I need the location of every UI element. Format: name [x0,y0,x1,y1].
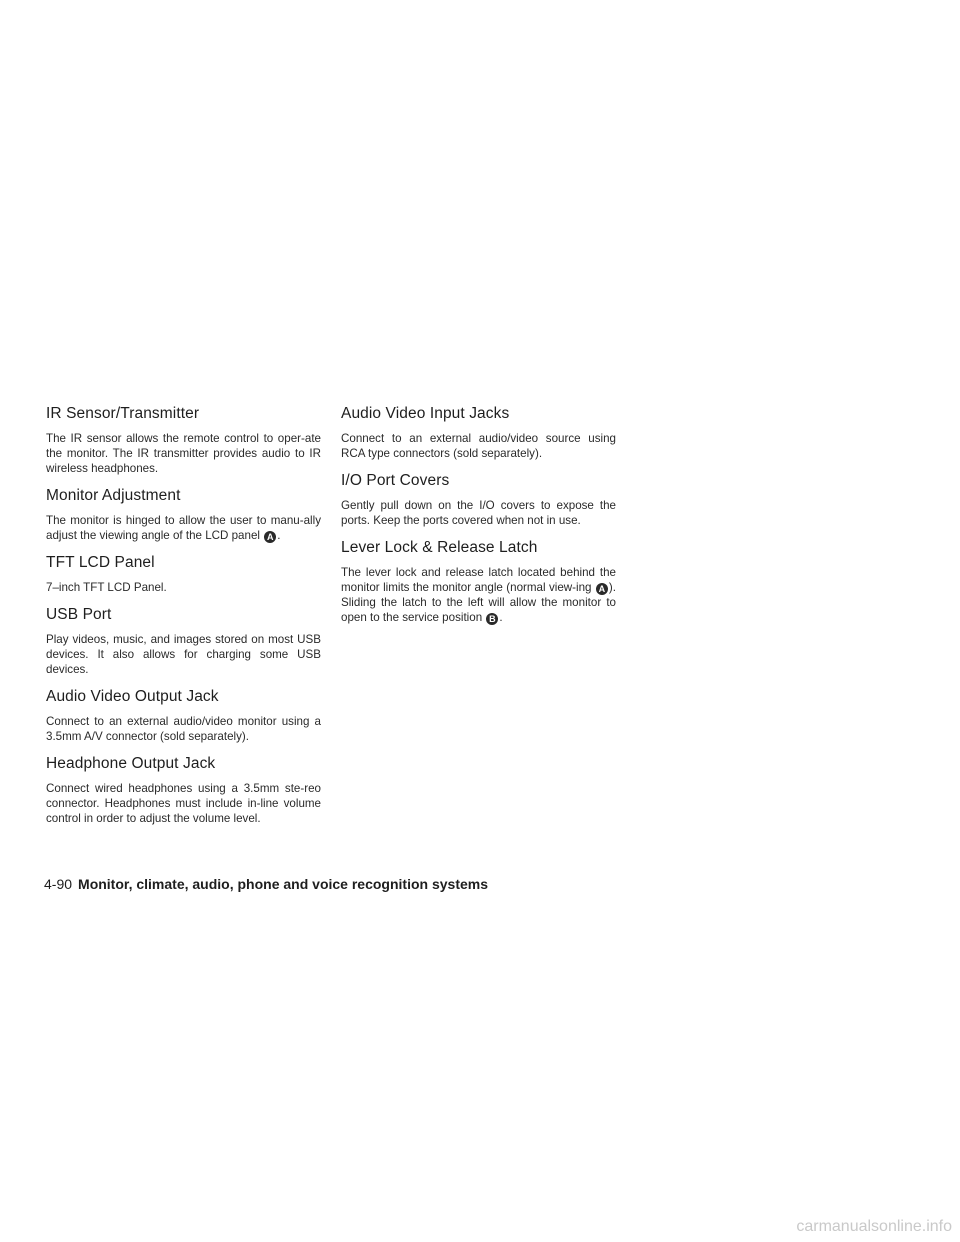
section-heading: Monitor Adjustment [46,487,181,504]
body-text: . [277,529,281,542]
section-body: Play videos, music, and images stored on most USB devices. It also allows for charging some USB devices. [46,633,321,676]
chapter-title: Monitor, climate, audio, phone and voice recognition systems [78,876,488,892]
page-footer [44,876,488,892]
section-heading: Audio Video Output Jack [46,688,219,705]
section-lever-lock-latch [341,538,616,625]
body-text: The monitor is hinged to allow the user to manu-ally adjust the viewing angle of the LCD panel [46,514,321,542]
body-text: ). Sliding the latch to the left will allow the monitor to open to the service position [341,581,616,624]
section-body: Connect to an external audio/video monitor using a 3.5mm A/V connector (sold separately). [46,715,321,743]
section-io-port-covers [341,471,616,528]
section-usb-port [46,605,321,677]
section-heading: TFT LCD Panel [46,554,155,571]
section-tft-lcd-panel [46,553,321,595]
right-column [341,404,616,635]
section-body: Connect to an external audio/video source using RCA type connectors (sold separately). [341,432,616,460]
callout-a-icon: A [264,531,276,543]
body-text: The lever lock and release latch located behind the monitor limits the monitor angle (normal view-ing [341,566,616,594]
section-headphone-output-jack [46,754,321,826]
section-body: The IR sensor allows the remote control to oper-ate the monitor. The IR transmitter provides audio to IR wireless headphones. [46,432,321,475]
section-body [341,565,616,625]
section-body: Gently pull down on the I/O covers to expose the ports. Keep the ports covered when not in use. [341,499,616,527]
page-number: 4-90 [44,876,73,892]
section-av-input-jacks [341,404,616,461]
section-heading: IR Sensor/Transmitter [46,405,200,422]
left-column [46,404,321,836]
callout-b-icon: B [486,613,498,625]
section-body: Connect wired headphones using a 3.5mm ste-reo connector. Headphones must include in-line volume control in order to adjust the volume level. [46,782,321,825]
section-heading: Headphone Output Jack [46,755,216,772]
section-body [46,513,321,543]
section-body: 7–inch TFT LCD Panel. [46,581,167,594]
section-heading: I/O Port Covers [341,472,450,489]
section-heading: USB Port [46,606,112,623]
section-ir-sensor [46,404,321,476]
section-monitor-adjustment [46,486,321,543]
watermark: carmanualsonline.info [796,1218,952,1235]
section-av-output-jack [46,687,321,744]
body-text: . [499,611,503,624]
section-heading: Lever Lock & Release Latch [341,539,538,556]
section-heading: Audio Video Input Jacks [341,405,510,422]
callout-a-icon: A [596,583,608,595]
